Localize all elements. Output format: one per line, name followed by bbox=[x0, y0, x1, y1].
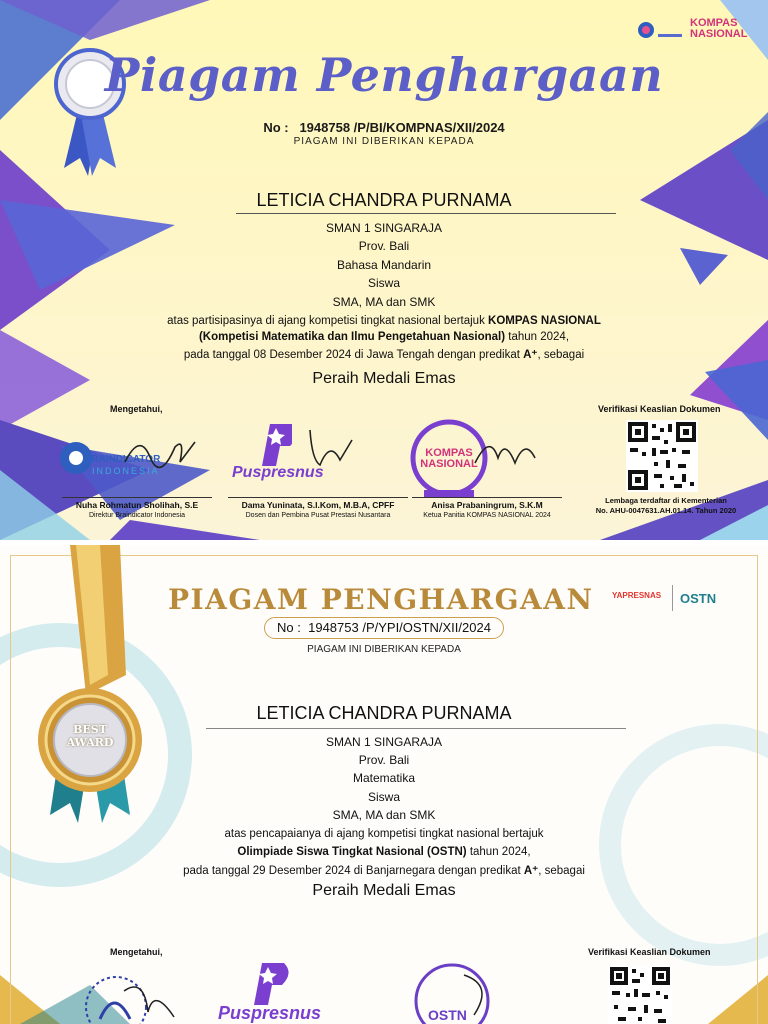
puspresnas-text: Puspresnus bbox=[218, 1003, 322, 1023]
qr-code-icon bbox=[626, 420, 698, 492]
recipient-name: LETICIA CHANDRA PURNAMA bbox=[256, 703, 512, 723]
logo-divider bbox=[672, 585, 673, 611]
puspresnas-logo bbox=[218, 957, 338, 1024]
acknowledged-label: Mengetahui, bbox=[110, 404, 163, 414]
signature-2 bbox=[300, 420, 360, 470]
registry-line-2: No. AHU-0047631.AH.01.14. Tahun 2020 bbox=[595, 506, 737, 515]
kompas-top-logo: KOMPAS NASIONAL bbox=[690, 17, 748, 40]
desc-year: tahun 2024, bbox=[505, 331, 570, 343]
kompas-seal-text: KOMPAS NASIONAL bbox=[420, 447, 478, 470]
certificate-ostn bbox=[0, 545, 768, 1024]
puspresnas-text: Puspresnus bbox=[232, 464, 324, 481]
given-to-label: PIAGAM INI DIBERIKAN KEPADA bbox=[307, 644, 461, 655]
certificate-number bbox=[264, 617, 504, 639]
name-underline bbox=[236, 213, 616, 214]
registry-line-1: Lembaga terdaftar di Kementerian bbox=[605, 496, 727, 505]
level: Siswa bbox=[367, 276, 400, 290]
qr-code[interactable] bbox=[626, 420, 698, 492]
signatory-1 bbox=[62, 497, 212, 519]
award-title: Peraih Medali Emas bbox=[312, 882, 456, 899]
braindicator-top-logo bbox=[636, 18, 684, 48]
signatory-name: Nuha Rohmatun Sholihah, S.E bbox=[62, 497, 212, 510]
qr-code-icon bbox=[608, 965, 672, 1024]
verify-label: Verifikasi Keaslian Dokumen bbox=[598, 404, 721, 414]
desc-text: atas partisipasinya di ajang kompetisi tingkat nasional bertajuk bbox=[167, 315, 489, 327]
badge-line-1: BEST bbox=[73, 723, 107, 736]
number-value: 1948753 /P/YPI/OSTN/XII/2024 bbox=[308, 620, 491, 635]
desc-end: , sebagai bbox=[537, 349, 585, 361]
recipient-name: LETICIA CHANDRA PURNAMA bbox=[256, 190, 512, 210]
description-line-3 bbox=[0, 863, 768, 877]
province: Prov. Bali bbox=[358, 753, 410, 767]
signatory-3 bbox=[412, 497, 562, 519]
yapresnas-top-logo: YAPRESNAS bbox=[612, 591, 662, 600]
puspresnas-icon bbox=[232, 420, 292, 470]
number-value: 1948758 /P/BI/KOMPNAS/XII/2024 bbox=[299, 120, 505, 135]
category: SMA, MA dan SMK bbox=[332, 295, 436, 309]
grade: A⁺ bbox=[523, 865, 539, 877]
badge-line-2: AWARD bbox=[66, 736, 114, 749]
signatory-name: Anisa Prabaningrum, S.K.M bbox=[412, 497, 562, 510]
signature-1 bbox=[120, 432, 200, 472]
number-label: No : bbox=[277, 620, 301, 635]
certificate-title: PIAGAM PENGHARGAAN bbox=[168, 583, 594, 616]
ostn-seal bbox=[404, 955, 504, 1024]
grade: A⁺ bbox=[523, 349, 538, 361]
given-to-label: PIAGAM INI DIBERIKAN KEPADA bbox=[293, 136, 475, 147]
certificate-number bbox=[0, 120, 768, 135]
subject: Matematika bbox=[352, 771, 416, 785]
level: Siswa bbox=[367, 790, 400, 804]
puspresnas-icon bbox=[218, 957, 298, 1007]
description-line-3 bbox=[0, 347, 768, 361]
description-line-1 bbox=[0, 315, 768, 327]
signatory-role: Dosen dan Pembina Pusat Prestasi Nusantara bbox=[245, 512, 391, 519]
description-line-2 bbox=[0, 846, 768, 858]
signatory-role: Direktur Braindicator Indonesia bbox=[88, 512, 186, 519]
award-title: Peraih Medali Emas bbox=[312, 370, 456, 387]
subject: Bahasa Mandarin bbox=[336, 258, 432, 272]
braindicator-text: BRAINDICATOR bbox=[84, 454, 161, 465]
description-line-2 bbox=[0, 331, 768, 343]
desc-date: pada tanggal 08 Desember 2024 di Jawa Tengah dengan predikat bbox=[183, 349, 524, 361]
registry-info bbox=[586, 496, 746, 516]
verify-label: Verifikasi Keaslian Dokumen bbox=[588, 947, 711, 957]
event-full-name: Olimpiade Siswa Tingkat Nasional (OSTN) bbox=[237, 846, 467, 858]
event-full-name: (Kompetisi Matematika dan Ilmu Pengetahuan Nasional) bbox=[198, 331, 506, 343]
desc-year: tahun 2024, bbox=[466, 846, 531, 858]
signatory-role: Ketua Panitia KOMPAS NASIONAL 2024 bbox=[423, 512, 551, 519]
school: SMAN 1 SINGARAJA bbox=[325, 221, 443, 235]
ostn-top-logo: OSTN bbox=[680, 591, 717, 606]
desc-date: pada tanggal 29 Desember 2024 di Banjarnegara dengan predikat bbox=[183, 865, 524, 877]
qr-code[interactable] bbox=[608, 965, 672, 1024]
name-underline bbox=[206, 728, 626, 729]
school: SMAN 1 SINGARAJA bbox=[325, 735, 443, 749]
braindicator-subtext: INDONESIA bbox=[92, 466, 160, 476]
signatory-2 bbox=[228, 497, 408, 519]
yapresnas-logo bbox=[84, 957, 184, 1024]
ostn-seal-text: OSTN bbox=[428, 1007, 467, 1023]
number-label: No : bbox=[263, 120, 289, 135]
desc-end: , sebagai bbox=[538, 865, 585, 877]
signature-3 bbox=[470, 428, 540, 478]
certificate-title: Piagam Penghargaan bbox=[104, 48, 664, 102]
province: Prov. Bali bbox=[358, 239, 410, 253]
acknowledged-label: Mengetahui, bbox=[110, 947, 163, 957]
event-name: KOMPAS NASIONAL bbox=[488, 315, 601, 327]
signatory-name: Dama Yuninata, S.I.Kom, M.B.A, CPFF bbox=[228, 497, 408, 510]
description-line-1: atas pencapaianya di ajang kompetisi tingkat nasional bertajuk bbox=[224, 828, 544, 840]
category: SMA, MA dan SMK bbox=[332, 808, 436, 822]
